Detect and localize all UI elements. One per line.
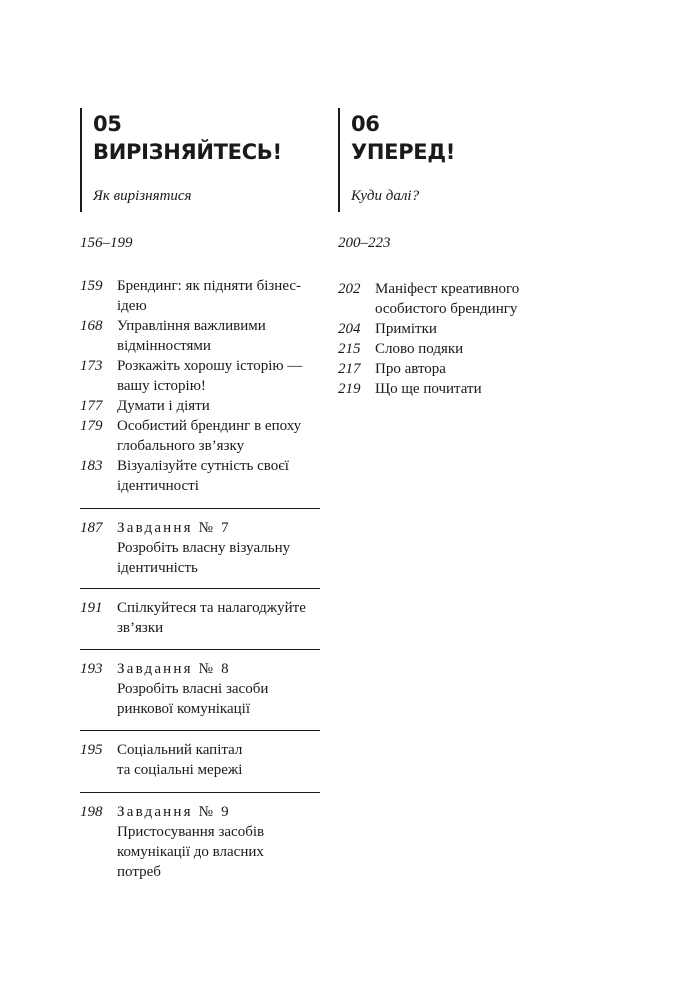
toc-entry[interactable] xyxy=(338,339,578,359)
toc-entry[interactable] xyxy=(80,802,320,882)
toc-page-number: 198 xyxy=(80,804,103,820)
toc-page-number: 187 xyxy=(80,520,103,536)
toc-page-number: 195 xyxy=(80,742,103,758)
toc-entry-title: Соціальний капітал та соціальні мережі xyxy=(117,742,243,778)
toc-entry[interactable] xyxy=(80,456,320,496)
toc-section xyxy=(80,508,320,578)
toc-page-number: 179 xyxy=(80,418,103,434)
task-heading: Завдання № 7 xyxy=(117,520,231,536)
task-heading: Завдання № 9 xyxy=(117,804,231,820)
toc-entry[interactable] xyxy=(80,659,320,719)
toc-entry[interactable] xyxy=(80,740,320,780)
toc-page-number: 183 xyxy=(80,458,103,474)
toc-entry[interactable] xyxy=(338,319,578,339)
toc-page-number: 217 xyxy=(338,361,361,377)
task-heading: Завдання № 8 xyxy=(117,661,231,677)
toc-page-number: 215 xyxy=(338,341,361,357)
toc-entry-title: Завдання № 8 Розробіть власні засоби ринкової комунікації xyxy=(117,661,269,717)
toc-entry[interactable] xyxy=(80,396,320,416)
chapter-header xyxy=(338,108,571,212)
toc-page-number: 193 xyxy=(80,661,103,677)
toc-page-number: 177 xyxy=(80,398,103,414)
toc-page-number: 202 xyxy=(338,281,361,297)
toc-section xyxy=(80,730,320,780)
toc-entry[interactable] xyxy=(80,356,320,396)
chapter-header xyxy=(80,108,313,212)
toc-entry[interactable] xyxy=(80,416,320,456)
toc-page-number: 204 xyxy=(338,321,361,337)
toc-entry[interactable] xyxy=(338,279,578,319)
toc-entry[interactable] xyxy=(80,598,320,638)
toc-page-number: 191 xyxy=(80,600,103,616)
toc-entry[interactable] xyxy=(338,359,578,379)
page-range: 200–223 xyxy=(338,235,391,251)
toc-entry-title: Маніфест креативного особистого брендингу xyxy=(375,281,520,317)
toc-page-number: 173 xyxy=(80,358,103,374)
toc-entry-title: Особистий брендинг в епоху глобального зв’язку xyxy=(117,418,302,454)
toc-entry[interactable] xyxy=(80,518,320,578)
chapter-number: 06 xyxy=(351,112,380,136)
chapter-subtitle: Як вирізнятися xyxy=(93,188,192,204)
toc-entry-title: Управління важливими відмінностями xyxy=(117,318,266,354)
toc-section xyxy=(80,649,320,719)
page-range: 156–199 xyxy=(80,235,133,251)
toc-section xyxy=(80,792,320,882)
toc-entry[interactable] xyxy=(80,276,320,316)
chapter-number: 05 xyxy=(93,112,122,136)
toc-list xyxy=(80,276,320,496)
toc-page-number: 159 xyxy=(80,278,103,294)
toc-entry-title: Завдання № 7 Розробіть власну візуальну ідентичність xyxy=(117,520,291,576)
chapter-title: ВИРІЗНЯЙТЕСЬ! xyxy=(93,140,282,164)
toc-entry-title: Розкажіть хорошу історію — вашу історію! xyxy=(117,358,303,394)
toc-entry[interactable] xyxy=(80,316,320,356)
toc-entry-title: Що ще почитати xyxy=(375,381,482,397)
toc-entry-title: Брендинг: як підняти бізнес- ідею xyxy=(117,278,302,314)
toc-entry-title: Слово подяки xyxy=(375,341,464,357)
toc-entry-title: Про автора xyxy=(375,361,446,377)
toc-page-number: 168 xyxy=(80,318,103,334)
toc-section xyxy=(80,588,320,638)
chapter-subtitle: Куди далі? xyxy=(351,188,420,204)
toc-list xyxy=(338,279,578,399)
toc-entry-title: Спілкуйтеся та налагоджуйте зв’язки xyxy=(117,600,306,636)
toc-entry-title: Думати і діяти xyxy=(117,398,210,414)
toc-entry-title: Візуалізуйте сутність своєї ідентичності xyxy=(117,458,289,494)
toc-entry-title: Примітки xyxy=(375,321,437,337)
toc-page-number: 219 xyxy=(338,381,361,397)
toc-entry[interactable] xyxy=(338,379,578,399)
toc-entry-title: Завдання № 9 Пристосування засобів комунікації до власних потреб xyxy=(117,804,265,880)
chapter-title: УПЕРЕД! xyxy=(351,140,456,164)
